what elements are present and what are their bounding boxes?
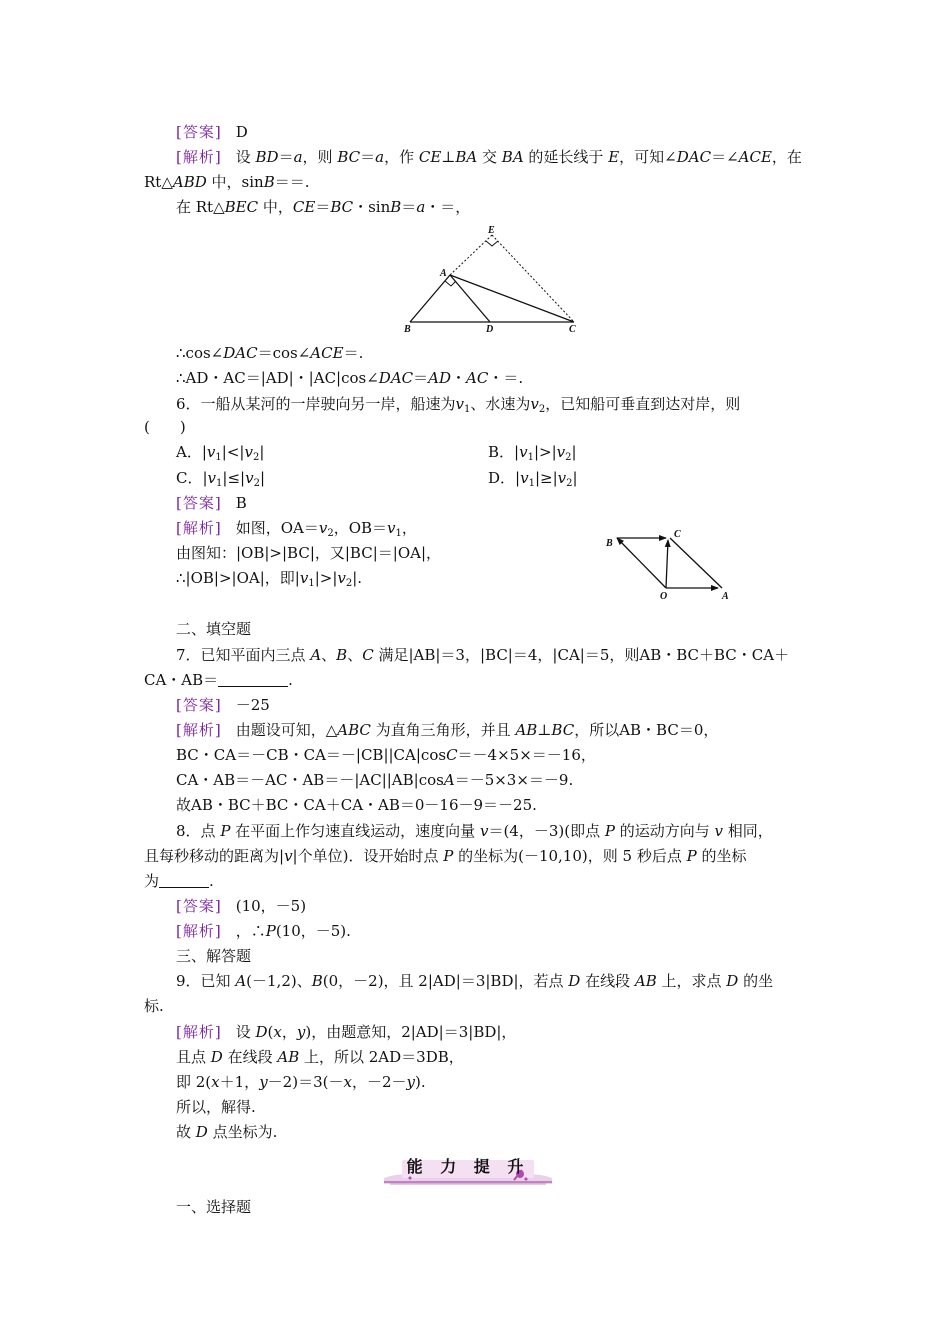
label-D: D bbox=[486, 324, 494, 335]
section-solution-title: 三、解答题 bbox=[176, 947, 252, 965]
q9-explanation-line-2: 且点 D 在线段 AB 上，所以 2AD＝3DB， bbox=[176, 1048, 464, 1066]
q8-explanation-line: [解析] ，∴P(10，－5). bbox=[176, 922, 351, 940]
q5-triangle-figure bbox=[400, 224, 590, 336]
q7-stem-line-1: 7．已知平面内三点 A、B、C 满足|AB|＝3，|BC|＝4，|CA|＝5，则AB・BC＋BC・CA＋ bbox=[176, 646, 790, 664]
q9-explanation-line-1: [解析] 设 D(x，y)，由题意知，2|AD|＝3|BD|， bbox=[176, 1023, 517, 1041]
q5-result-line-2: ∴AD・AC＝|AD|・|AC|cos∠DAC＝AD・AC・＝. bbox=[176, 369, 524, 387]
q6-option-c: C．$|v_1|\le|v_2|$ bbox=[176, 469, 266, 489]
section-banner bbox=[380, 1154, 556, 1188]
q6-stem-line-1: 6．一船从某河的一岸驶向另一岸，船速为$v_1$、水速为$v_2$，已知船可垂直到达对岸，则 bbox=[176, 395, 741, 415]
explanation-tag: [解析] bbox=[176, 1023, 222, 1041]
q7-explanation-line-2: BC・CA＝－CB・CA＝－|CB||CA|cosC＝－4×5×＝－16， bbox=[176, 746, 596, 764]
q6-explanation-line-2: 由图知：|OB|>|BC|，又|BC|＝|OA|， bbox=[176, 544, 442, 562]
q9-stem-line-1: 9．已知 A(－1,2)、B(0，－2)，且 2|AD|＝3|BD|，若点 D 在线段 AB 上，求点 D 的坐 bbox=[176, 972, 774, 990]
q6-option-b: B．$|v_1|>|v_2|$ bbox=[488, 443, 577, 463]
q5-result-line-1: ∴cos∠DAC＝cos∠ACE＝. bbox=[176, 344, 364, 362]
q8-answer: (10，－5) bbox=[235, 897, 307, 915]
q5-answer-line bbox=[176, 121, 248, 143]
explanation-tag: [解析] bbox=[176, 519, 222, 537]
edge-AC bbox=[450, 275, 574, 322]
label-C: C bbox=[674, 529, 681, 540]
label-B: B bbox=[606, 538, 613, 549]
q6-explanation-line-1: [解析] 如图，$OA=v_2$，$OB=v_1$， bbox=[176, 519, 417, 539]
label-C: C bbox=[569, 324, 576, 335]
q7-explanation-line-4: 故AB・BC＋BC・CA＋CA・AB＝0－16－9＝－25. bbox=[176, 796, 537, 814]
section-fill-in-title: 二、填空题 bbox=[176, 620, 252, 638]
q6-parallelogram-figure bbox=[600, 524, 740, 600]
q6-option-a: A．$|v_1|<|v_2|$ bbox=[176, 443, 265, 463]
explanation-tag: [解析] bbox=[176, 148, 222, 166]
q6-answer: B bbox=[235, 494, 247, 512]
banner-title: 能 力 提 升 bbox=[406, 1157, 530, 1176]
vector-OC bbox=[666, 540, 668, 588]
q5-explanation-line-2: Rt△ABD 中，sinB＝＝. bbox=[144, 173, 310, 191]
q5-answer: D bbox=[235, 123, 248, 141]
q8-stem-line-1: 8．点 P 在平面上作匀速直线运动，速度向量 v＝(4，－3)(即点 P 的运动方向与 v 相同， bbox=[176, 822, 773, 840]
answer-tag: [答案] bbox=[176, 696, 222, 714]
q7-answer: －25 bbox=[235, 696, 270, 714]
q8-stem-line-3: 为 . bbox=[144, 872, 214, 890]
q7-explanation-line-3: CA・AB＝－AC・AB＝－|AC||AB|cosA＝－5×3×＝－9. bbox=[176, 771, 574, 789]
explanation-tag: [解析] bbox=[176, 922, 222, 940]
segment-EC bbox=[492, 235, 574, 322]
q7-answer-line bbox=[176, 694, 270, 716]
q9-explanation-line-4: 所以，解得. bbox=[176, 1098, 256, 1116]
explanation-tag: [解析] bbox=[176, 721, 222, 739]
q6-answer-line bbox=[176, 492, 247, 514]
label-A: A bbox=[440, 268, 447, 279]
answer-tag: [答案] bbox=[176, 897, 222, 915]
q5-explanation-line-1: [解析] 设 BD＝a，则 BC＝a，作 CE⊥BA 交 BA 的延长线于 E，可知∠DAC＝∠ACE，在 bbox=[176, 148, 802, 166]
section-choice-title: 一、选择题 bbox=[176, 1198, 252, 1216]
q9-stem-line-2: 标. bbox=[144, 997, 164, 1015]
extension-AE bbox=[450, 235, 492, 275]
answer-tag: [答案] bbox=[176, 494, 222, 512]
q7-stem-line-2: CA・AB＝ . bbox=[144, 671, 293, 689]
label-B: B bbox=[404, 324, 411, 335]
q6-paren: ( ) bbox=[144, 418, 186, 436]
segment-CA bbox=[670, 538, 722, 588]
edge-BA bbox=[410, 275, 450, 322]
answer-tag: [答案] bbox=[176, 123, 222, 141]
q9-explanation-line-3: 即 2(x＋1，y－2)＝3(－x，－2－y). bbox=[176, 1073, 426, 1091]
q8-answer-line bbox=[176, 895, 306, 917]
label-A: A bbox=[722, 591, 729, 600]
q5-explanation-line-3: 在 Rt△BEC 中，CE＝BC・sinB＝a・＝， bbox=[176, 198, 471, 216]
vector-OB bbox=[617, 538, 666, 588]
label-E: E bbox=[488, 225, 495, 236]
right-angle-mark-E bbox=[486, 241, 498, 246]
q6-explanation-line-3: ∴|OB|>|OA|，即$|v_1|>|v_2|$. bbox=[176, 569, 363, 589]
q7-explanation-line-1: [解析] 由题设可知，△ABC 为直角三角形，并且 AB⊥BC，所以AB・BC＝0， bbox=[176, 721, 719, 739]
q6-option-d: D．$|v_1|\ge|v_2|$ bbox=[488, 469, 578, 489]
right-angle-mark-A bbox=[445, 281, 456, 286]
q9-explanation-line-5: 故 D 点坐标为. bbox=[176, 1123, 278, 1141]
q8-stem-line-2: 且每秒移动的距离为|v|个单位)．设开始时点 P 的坐标为(－10,10)，则 5 秒后点 P 的坐标 bbox=[144, 847, 747, 865]
label-O: O bbox=[660, 591, 668, 600]
